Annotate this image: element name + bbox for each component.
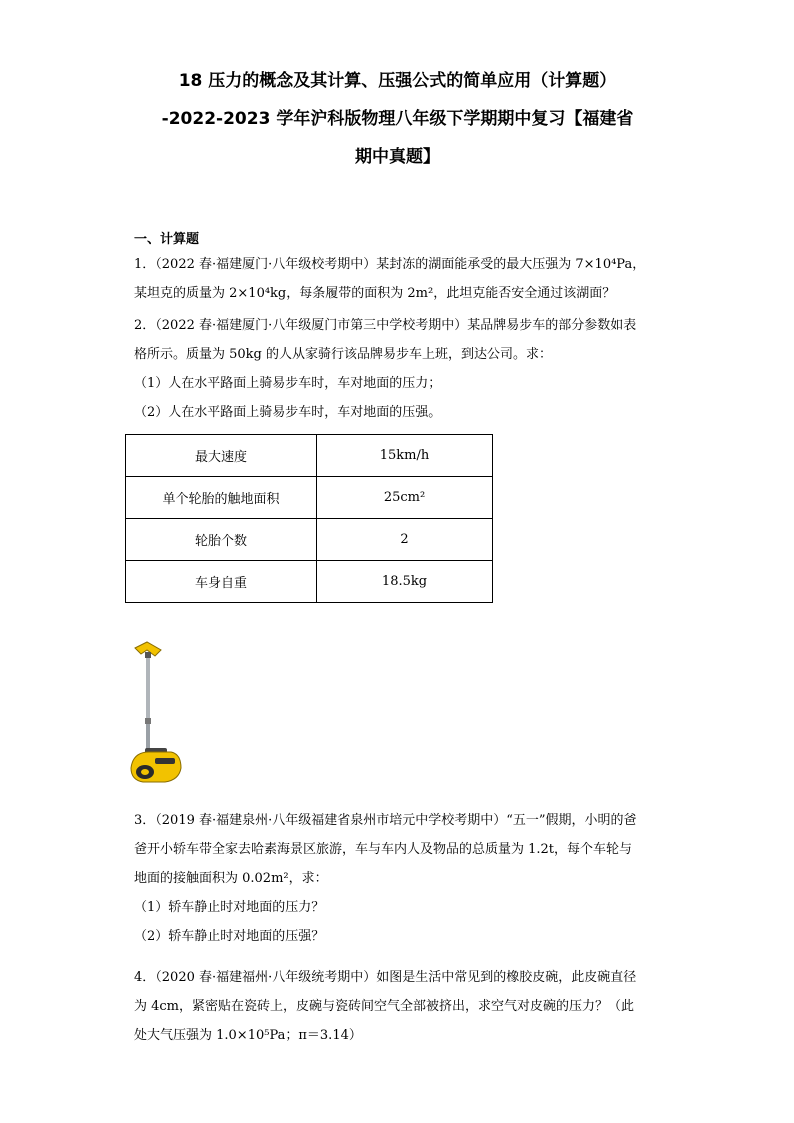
question-3 <box>134 806 664 951</box>
q2-line-4: （2）人在水平路面上骑易步车时，车对地面的压强。 <box>134 405 442 420</box>
q2-line-2: 格所示。质量为 50kg 的人从家骑行该品牌易步车上班，到达公司。求： <box>134 347 553 362</box>
q4-line-3: 处大气压强为 1.0×10⁵Pa；π＝3.14） <box>134 1028 362 1043</box>
table-row <box>126 435 493 477</box>
scooter-image <box>125 640 185 790</box>
q4-line-2: 为 4cm，紧密贴在瓷砖上，皮碗与瓷砖间空气全部被挤出，求空气对皮碗的压力？（此 <box>134 999 635 1014</box>
title-line-1: 18 压力的概念及其计算、压强公式的简单应用（计算题） <box>178 71 617 91</box>
question-4 <box>134 963 664 1050</box>
question-1 <box>134 250 664 308</box>
q2-line-1: 2．（2022 春·福建厦门·八年级厦门市第三中学校考期中）某品牌易步车的部分参数如表 <box>134 318 637 333</box>
table-cell-value: 15km/h <box>317 435 493 477</box>
q3-line-1: 3．（2019 春·福建泉州·八年级福建省泉州市培元中学校考期中）“五一”假期，小明的爸 <box>134 813 637 828</box>
q3-line-4: （1）轿车静止时对地面的压力？ <box>134 900 325 915</box>
table-cell-value: 2 <box>317 519 493 561</box>
table-cell-value: 18.5kg <box>317 561 493 603</box>
table-cell-label: 车身自重 <box>126 561 317 603</box>
q2-line-3: （1）人在水平路面上骑易步车时，车对地面的压力； <box>134 376 442 391</box>
q3-line-3: 地面的接触面积为 0.02m²，求： <box>134 871 328 886</box>
q3-line-2: 爸开小轿车带全家去哈素海景区旅游，车与车内人及物品的总质量为 1.2t，每个车轮与 <box>134 842 633 857</box>
table-cell-label: 单个轮胎的触地面积 <box>126 477 317 519</box>
section-heading: 一、计算题 <box>134 232 200 247</box>
q3-line-5: （2）轿车静止时对地面的压强？ <box>134 929 325 944</box>
title-line-3: 期中真题】 <box>355 147 440 167</box>
document-title <box>110 62 685 176</box>
parameter-table <box>125 434 493 603</box>
table-cell-label: 轮胎个数 <box>126 519 317 561</box>
table-row <box>126 561 493 603</box>
question-2 <box>134 311 664 427</box>
table-row <box>126 519 493 561</box>
table-row <box>126 477 493 519</box>
q4-line-1: 4．（2020 春·福建福州·八年级统考期中）如图是生活中常见到的橡胶皮碗，此皮碗直径 <box>134 970 637 985</box>
table-cell-value: 25cm² <box>317 477 493 519</box>
title-line-2: -2022-2023 学年沪科版物理八年级下学期期中复习【福建省 <box>161 109 634 129</box>
q1-line-1: 1．（2022 春·福建厦门·八年级校考期中）某封冻的湖面能承受的最大压强为 7×10⁴Pa， <box>134 257 646 272</box>
q1-line-2: 某坦克的质量为 2×10⁴kg，每条履带的面积为 2m²，此坦克能否安全通过该湖面？ <box>134 286 616 301</box>
table-cell-label: 最大速度 <box>126 435 317 477</box>
